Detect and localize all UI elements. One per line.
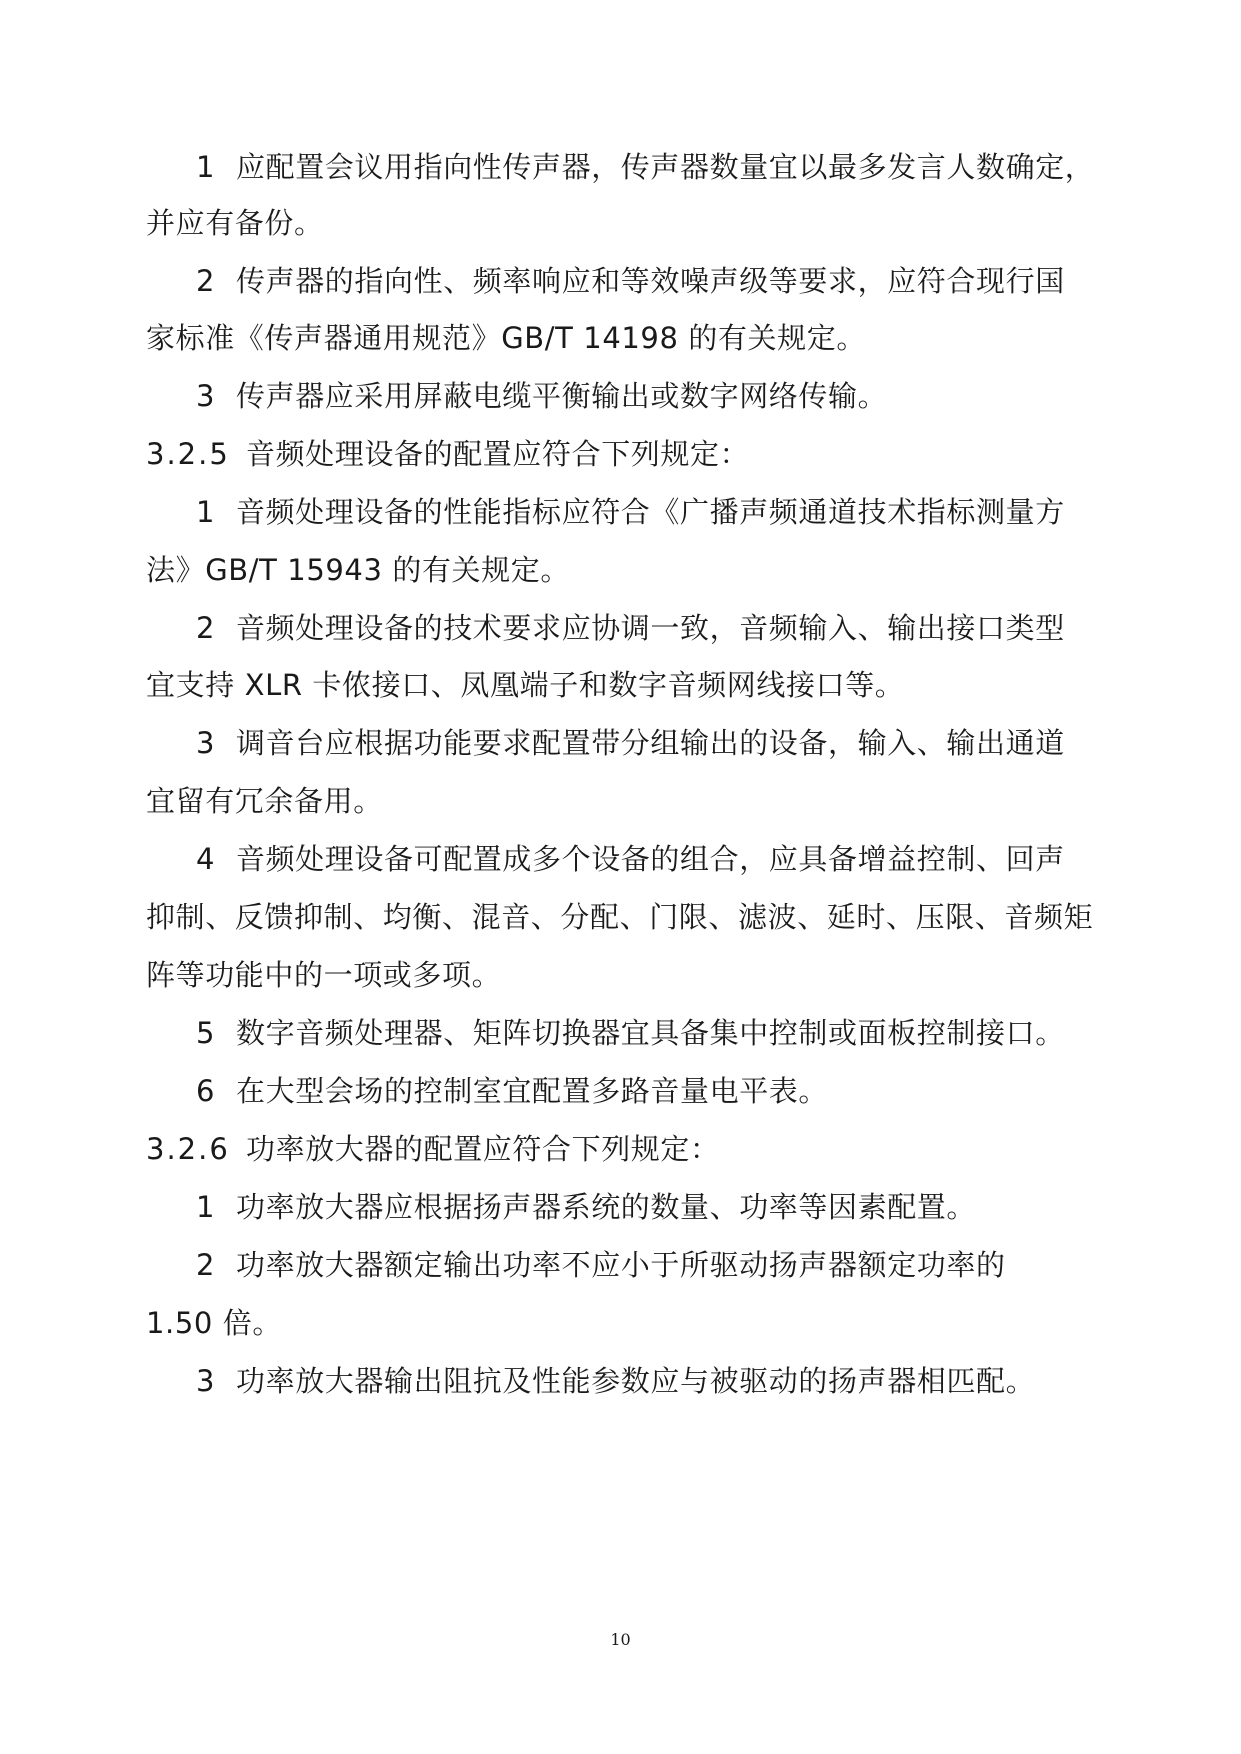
section-title: 音频处理设备的配置应符合下列规定： xyxy=(246,437,750,471)
page-number: 10 xyxy=(610,1630,631,1649)
paragraph-continuation: 抑制、反馈抑制、均衡、混音、分配、门限、滤波、延时、压限、音频矩 xyxy=(146,900,1094,934)
paragraph-text: 功率放大器输出阻抗及性能参数应与被驱动的扬声器相匹配。 xyxy=(236,1364,1036,1398)
section-heading xyxy=(146,1129,720,1169)
section-heading xyxy=(146,434,749,474)
paragraph-continuation: 宜留有冗余备用。 xyxy=(146,784,383,818)
list-item xyxy=(196,1013,1065,1053)
list-number: 1 xyxy=(196,150,216,184)
list-number: 5 xyxy=(196,1016,216,1050)
paragraph-text: 功率放大器应根据扬声器系统的数量、功率等因素配置。 xyxy=(236,1190,977,1224)
list-item xyxy=(196,608,1065,648)
list-item xyxy=(196,839,1065,879)
list-number: 1 xyxy=(196,495,216,529)
list-item xyxy=(196,147,1094,187)
list-item xyxy=(196,492,1065,532)
list-item xyxy=(196,261,1065,301)
list-item xyxy=(196,1071,828,1111)
paragraph-continuation: 并应有备份。 xyxy=(146,206,324,240)
paragraph-text: 数字音频处理器、矩阵切换器宜具备集中控制或面板控制接口。 xyxy=(236,1016,1065,1050)
paragraph-continuation: 宜支持 XLR 卡侬接口、凤凰端子和数字音频网线接口等。 xyxy=(146,668,905,702)
list-number: 4 xyxy=(196,842,216,876)
list-item xyxy=(196,1245,1006,1285)
paragraph-text: 功率放大器额定输出功率不应小于所驱动扬声器额定功率的 xyxy=(236,1248,1006,1282)
paragraph-text: 调音台应根据功能要求配置带分组输出的设备，输入、输出通道 xyxy=(236,726,1065,760)
paragraph-continuation: 1.50 倍。 xyxy=(146,1306,282,1340)
paragraph-text: 音频处理设备可配置成多个设备的组合，应具备增益控制、回声 xyxy=(236,842,1065,876)
paragraph-text: 音频处理设备的技术要求应协调一致，音频输入、输出接口类型 xyxy=(236,611,1065,645)
list-item xyxy=(196,723,1065,763)
list-number: 3 xyxy=(196,726,216,760)
list-number: 3 xyxy=(196,379,216,413)
list-number: 2 xyxy=(196,264,216,298)
section-title: 功率放大器的配置应符合下列规定： xyxy=(246,1132,720,1166)
list-number: 6 xyxy=(196,1074,216,1108)
list-number: 2 xyxy=(196,611,216,645)
paragraph-text: 应配置会议用指向性传声器，传声器数量宜以最多发言人数确定， xyxy=(236,150,1095,184)
paragraph-text: 传声器应采用屏蔽电缆平衡输出或数字网络传输。 xyxy=(236,379,888,413)
list-number: 3 xyxy=(196,1364,216,1398)
paragraph-continuation: 阵等功能中的一项或多项。 xyxy=(146,958,502,992)
list-item xyxy=(196,1361,1035,1401)
paragraph-continuation: 家标准《传声器通用规范》GB/T 14198 的有关规定。 xyxy=(146,321,866,355)
paragraph-text: 传声器的指向性、频率响应和等效噪声级等要求，应符合现行国 xyxy=(236,264,1065,298)
list-number: 2 xyxy=(196,1248,216,1282)
paragraph-continuation: 法》GB/T 15943 的有关规定。 xyxy=(146,553,570,587)
list-number: 1 xyxy=(196,1190,216,1224)
list-item xyxy=(196,1187,976,1227)
list-item xyxy=(196,376,887,416)
paragraph-text: 音频处理设备的性能指标应符合《广播声频通道技术指标测量方 xyxy=(236,495,1065,529)
paragraph-text: 在大型会场的控制室宜配置多路音量电平表。 xyxy=(236,1074,829,1108)
section-number: 3.2.6 xyxy=(146,1132,230,1166)
section-number: 3.2.5 xyxy=(146,437,230,471)
